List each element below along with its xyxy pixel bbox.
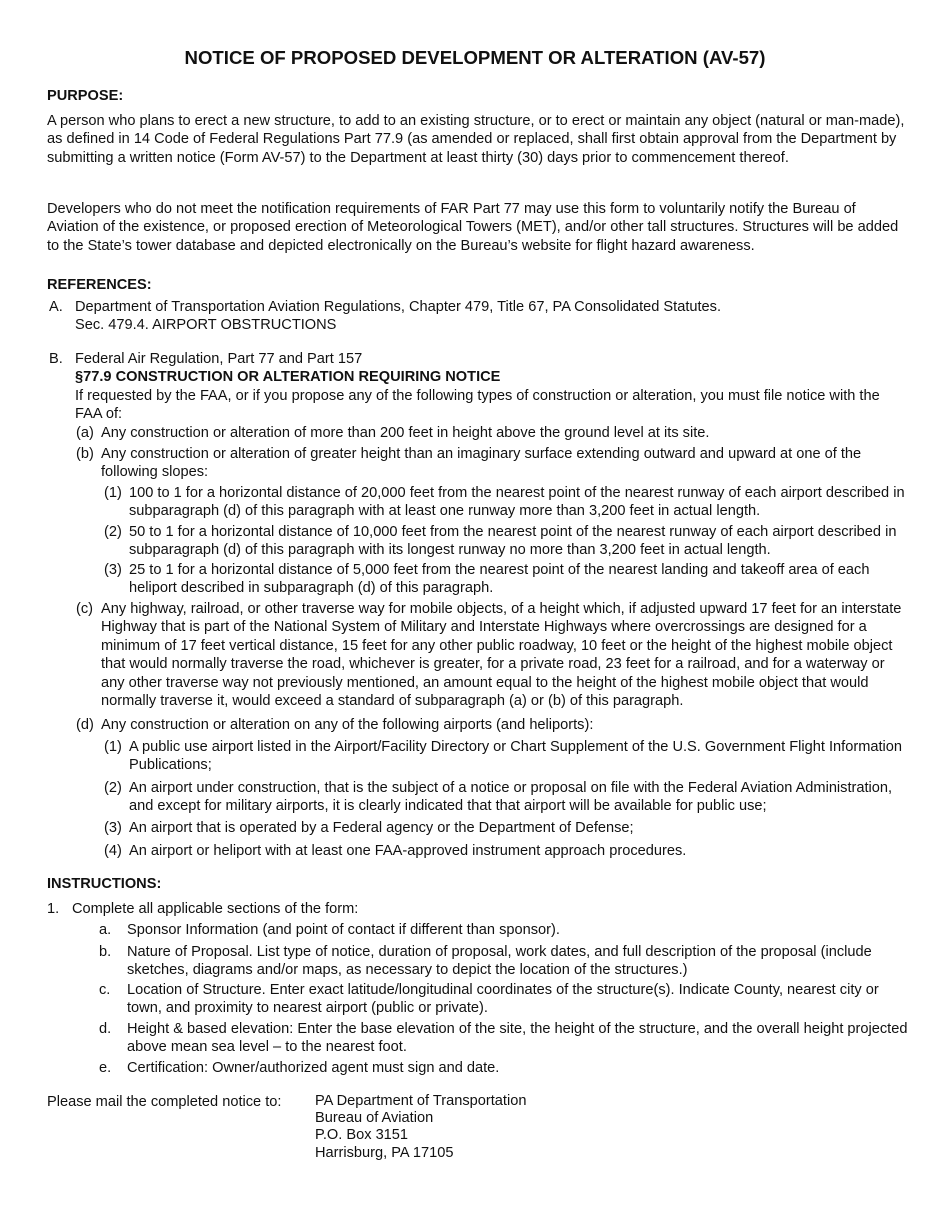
- address-line: PA Department of Transportation: [315, 1093, 527, 1109]
- reference-b-line1: Federal Air Regulation, Part 77 and Part 157: [75, 351, 363, 367]
- item-b1-label: (1): [104, 485, 122, 501]
- reference-a-line2: Sec. 479.4. AIRPORT OBSTRUCTIONS: [75, 317, 337, 334]
- step-1-label: 1.: [47, 901, 60, 917]
- item-b2-label: (2): [104, 524, 122, 540]
- address-line: P.O. Box 3151: [315, 1127, 409, 1144]
- item-b3-label: (3): [104, 562, 122, 578]
- item-c-label: (c): [76, 601, 94, 617]
- item-b-label: (b): [76, 446, 94, 462]
- list-item: [104, 779, 909, 816]
- address-line: Bureau of Aviation: [315, 1110, 434, 1127]
- list-item: [99, 921, 909, 939]
- list-item: [104, 561, 909, 598]
- instr-a-label: a.: [99, 922, 112, 938]
- page-title: NOTICE OF PROPOSED DEVELOPMENT OR ALTERATION (AV-57): [184, 47, 766, 68]
- item-b1-text: 100 to 1 for a horizontal distance of 20,000 feet from the nearest point of the nearest runway of each airport described in subparagraph (d) of this paragraph with at least one runway more than 3,200 feet in actual length.: [129, 485, 905, 520]
- list-item: [104, 523, 909, 560]
- item-a-text: Any construction or alteration of more than 200 feet in height above the ground level at its site.: [101, 425, 710, 441]
- item-d-text: Any construction or alteration on any of the following airports (and heliports):: [101, 717, 594, 733]
- item-a-label: (a): [76, 425, 94, 441]
- reference-b: [49, 350, 909, 424]
- item-d4-label: (4): [104, 843, 122, 859]
- list-item: [99, 981, 909, 1018]
- item-b3-text: 25 to 1 for a horizontal distance of 5,000 feet from the nearest point of the nearest landing and takeoff area of each heliport described in subparagraph (d) of this paragraph.: [129, 562, 870, 597]
- reference-a-line1: Department of Transportation Aviation Regulations, Chapter 479, Title 67, PA Consolidated Statutes.: [75, 299, 722, 315]
- reference-a-label: A.: [49, 299, 63, 315]
- item-d3-label: (3): [104, 820, 122, 836]
- section-title: §77.9 CONSTRUCTION OR ALTERATION REQUIRING NOTICE: [75, 369, 501, 386]
- list-item: [76, 445, 909, 482]
- list-item: [104, 484, 909, 521]
- reference-b-label: B.: [49, 351, 63, 367]
- item-d3-text: An airport that is operated by a Federal agency or the Department of Defense;: [129, 820, 634, 836]
- instr-b-text: Nature of Proposal. List type of notice, duration of proposal, work dates, and full description of the proposal (include sketches, diagrams and/or maps, as necessary to depict the location of the structures.): [127, 944, 872, 979]
- item-c-text: Any highway, railroad, or other traverse way for mobile objects, of a height which, if adjusted upward 17 feet for an interstate Highway that is part of the National System of Military and Interstate Highways where overcrossings are designed for a minimum of 17 feet vertical distance, 15 feet for any other public roadway, 10 feet or the height of the highest mobile object that would normally traverse the road, whichever is greater, for a private road, 23 feet for a railroad, and for a waterway or any other traverse way not previously mentioned, an amount equal to the height of the highest mobile object that would normally traverse it, would exceed a standard of subparagraph (a) or (b) of this paragraph.: [101, 601, 902, 710]
- purpose-heading: PURPOSE:: [47, 88, 124, 104]
- item-d1-text: A public use airport listed in the Airport/Facility Directory or Chart Supplement of the U.S. Government Flight Information Publications;: [129, 739, 902, 774]
- instruction-step-1: [47, 900, 909, 918]
- list-item: [104, 738, 909, 775]
- instr-d-text: Height & based elevation: Enter the base elevation of the site, the height of the structure, and the overall height projected above mean sea level – to the nearest foot.: [127, 1021, 908, 1056]
- list-item: [76, 424, 909, 442]
- purpose-paragraph-2: Developers who do not meet the notification requirements of FAR Part 77 may use this form to voluntarily notify the Bureau of Aviation of the existence, or proposed erection of Meteorological Towers (MET), and/or other tall structures. Structures will be added to the State’s tower database and depicted electronically on the Bureau’s website for flight hazard awareness.: [47, 201, 899, 254]
- instr-c-text: Location of Structure. Enter exact latitude/longitudinal coordinates of the structure(s). Indicate County, nearest city or town, and proximity to nearest airport (public or private).: [127, 982, 879, 1017]
- address-line: Harrisburg, PA 17105: [315, 1144, 454, 1161]
- item-d2-text: An airport under construction, that is the subject of a notice or proposal on file with the Federal Aviation Administration, and except for military airports, it is clearly indicated that that airport will be available for public use;: [129, 780, 893, 815]
- list-item: [99, 1020, 909, 1057]
- list-item: [99, 943, 909, 980]
- mailing-address: [315, 1093, 526, 1162]
- instr-e-label: e.: [99, 1060, 112, 1076]
- section-intro: If requested by the FAA, or if you propose any of the following types of construction or alteration, you must file notice with the FAA of:: [75, 387, 880, 423]
- item-d1-label: (1): [104, 739, 122, 755]
- instr-a-text: Sponsor Information (and point of contact if different than sponsor).: [127, 922, 560, 938]
- instr-d-label: d.: [99, 1021, 112, 1037]
- instr-b-label: b.: [99, 944, 112, 960]
- item-d-label: (d): [76, 717, 94, 733]
- list-item: [104, 819, 909, 837]
- item-d2-label: (2): [104, 780, 122, 796]
- list-item: [76, 716, 909, 734]
- list-item: [104, 842, 909, 860]
- list-item: [76, 600, 909, 710]
- list-item: [99, 1059, 909, 1077]
- item-b-text: Any construction or alteration of greater height than an imaginary surface extending outward and upward at one of the following slopes:: [101, 446, 862, 481]
- mail-label: Please mail the completed notice to:: [47, 1094, 282, 1110]
- reference-a: [49, 298, 909, 335]
- purpose-paragraph-1: A person who plans to erect a new structure, to add to an existing structure, or to erect or maintain any object (natural or man-made), as defined in 14 Code of Federal Regulations Part 77.9 (as amended or replaced, shall first obtain approval from the Department by submitting a written notice (Form AV-57) to the Department at least thirty (30) days prior to commencement thereof.: [47, 113, 905, 166]
- step-1-text: Complete all applicable sections of the form:: [72, 901, 359, 917]
- item-b2-text: 50 to 1 for a horizontal distance of 10,000 feet from the nearest point of the nearest runway of each airport described in subparagraph (d) of this paragraph with its longest runway no more than 3,200 feet in actual length.: [129, 524, 897, 559]
- instr-e-text: Certification: Owner/authorized agent must sign and date.: [127, 1060, 500, 1076]
- instr-c-label: c.: [99, 982, 111, 998]
- item-d4-text: An airport or heliport with at least one FAA-approved instrument approach procedures.: [129, 843, 687, 859]
- references-heading: REFERENCES:: [47, 277, 152, 293]
- instructions-heading: INSTRUCTIONS:: [47, 876, 162, 892]
